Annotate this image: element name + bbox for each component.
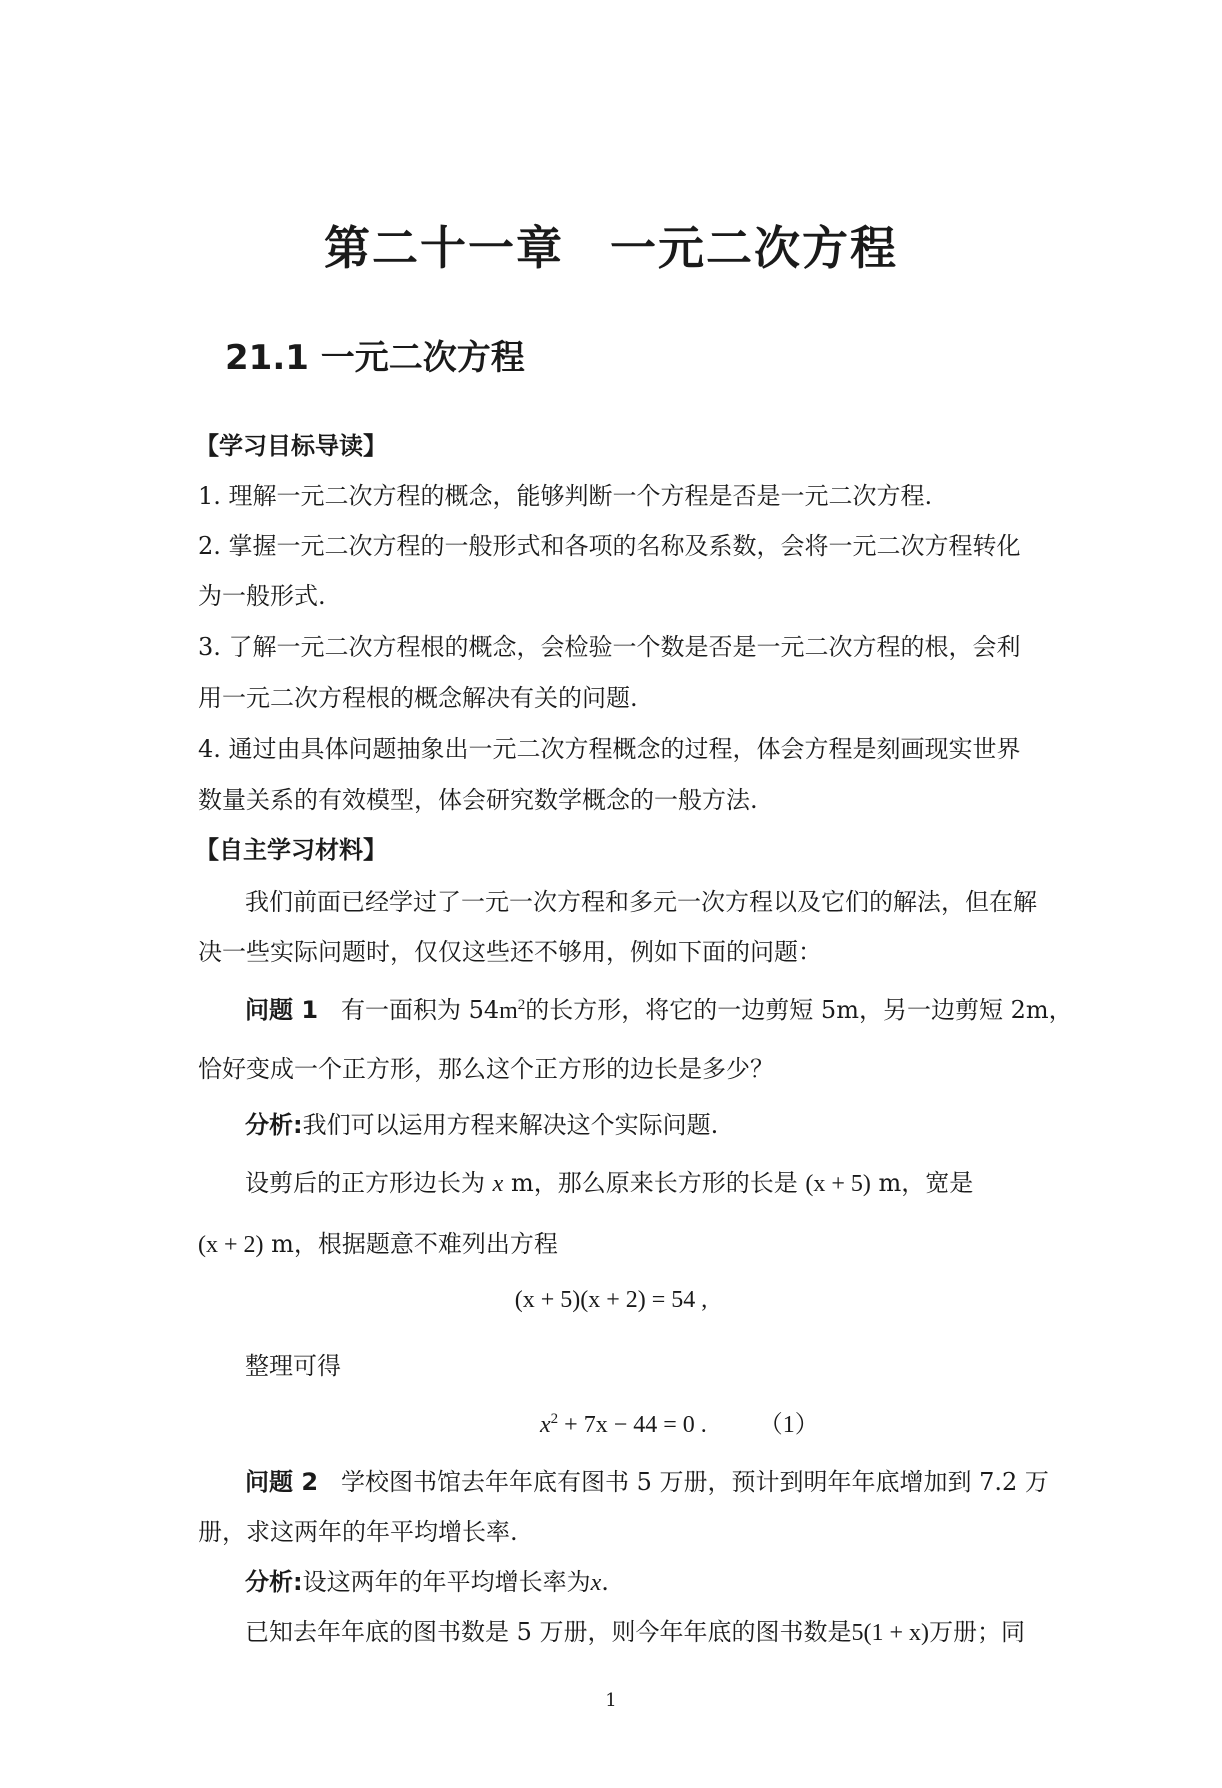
var-x: x bbox=[492, 1171, 504, 1197]
intro-line-1: 我们前面已经学过了一元一次方程和多元一次方程以及它们的解法，但在解 bbox=[245, 888, 1037, 916]
problem-1-exponent: 2 bbox=[517, 997, 526, 1013]
analysis-2-var: x bbox=[590, 1570, 602, 1596]
setup-text-c: m，宽是 bbox=[878, 1169, 974, 1197]
section-title: 21.1 一元二次方程 bbox=[225, 338, 525, 378]
setup-text-b: m，那么原来长方形的长是 bbox=[510, 1169, 798, 1197]
analysis-2 bbox=[245, 1562, 609, 1597]
goal-line-4: 4. 通过由具体问题抽象出一元二次方程概念的过程，体会方程是刻画现实世界 bbox=[198, 735, 1021, 763]
goal-line-3: 3. 了解一元二次方程根的概念，会检验一个数是否是一元二次方程的根，会利 bbox=[198, 633, 1021, 661]
last-line-text-b: 万册；同 bbox=[929, 1618, 1026, 1646]
problem-1 bbox=[245, 990, 1073, 1025]
page-number: 1 bbox=[605, 1690, 617, 1711]
eq2-exponent: 2 bbox=[550, 1411, 559, 1427]
analysis-2-text: 设这两年的年平均增长率为 bbox=[302, 1568, 591, 1596]
simplify-label: 整理可得 bbox=[245, 1352, 341, 1380]
eq2-number: （1） bbox=[758, 1412, 819, 1438]
intro-line-2: 决一些实际问题时，仅仅这些还不够用，例如下面的问题： bbox=[198, 938, 822, 966]
analysis-2-end: . bbox=[601, 1568, 609, 1596]
analysis-1-text: 我们可以运用方程来解决这个实际问题. bbox=[302, 1111, 719, 1139]
last-line bbox=[245, 1612, 1025, 1647]
goal-line-2-cont: 为一般形式. bbox=[198, 582, 326, 610]
setup-text-a: 设剪后的正方形边长为 bbox=[245, 1169, 485, 1197]
eq2-x: x bbox=[540, 1412, 551, 1438]
goals-heading: 【学习目标导读】 bbox=[195, 432, 387, 460]
setup-text-d: m，根据题意不难列出方程 bbox=[271, 1230, 558, 1258]
materials-heading: 【自主学习材料】 bbox=[195, 836, 387, 864]
expr-5-1-plus-x: 5(1 + x) bbox=[851, 1620, 930, 1646]
goal-line-2: 2. 掌握一元二次方程的一般形式和各项的名称及系数，会将一元二次方程转化 bbox=[198, 532, 1021, 560]
goal-line-4-cont: 数量关系的有效模型，体会研究数学概念的一般方法. bbox=[198, 786, 758, 814]
problem-2-text-a: 学校图书馆去年年底有图书 5 万册，预计到明年年底增加到 7.2 万 bbox=[340, 1468, 1049, 1496]
analysis-1-label: 分析: bbox=[245, 1111, 303, 1139]
problem-1-cont: 恰好变成一个正方形，那么这个正方形的边长是多少？ bbox=[198, 1055, 774, 1083]
equation-1: (x + 5)(x + 2) = 54 , bbox=[514, 1287, 708, 1313]
setup-line-2 bbox=[198, 1224, 558, 1259]
problem-1-unit: m bbox=[499, 998, 518, 1024]
expr-x-plus-2: (x + 2) bbox=[198, 1232, 264, 1258]
setup-line-1 bbox=[245, 1163, 973, 1198]
problem-2-cont: 册，求这两年的年平均增长率. bbox=[198, 1518, 518, 1546]
problem-1-text-a: 有一面积为 54 bbox=[340, 996, 500, 1024]
analysis-2-label: 分析: bbox=[245, 1568, 303, 1596]
eq2-rest: + 7x − 44 = 0 . bbox=[564, 1412, 707, 1438]
chapter-number: 第二十一章 bbox=[324, 221, 564, 275]
analysis-1 bbox=[245, 1105, 718, 1140]
problem-2-label: 问题 2 bbox=[245, 1468, 319, 1496]
chapter-title bbox=[0, 212, 1222, 278]
equation-2 bbox=[540, 1404, 819, 1439]
goal-line-1: 1. 理解一元二次方程的概念，能够判断一个方程是否是一元二次方程. bbox=[198, 482, 933, 510]
problem-2 bbox=[245, 1462, 1049, 1497]
goal-line-3-cont: 用一元二次方程根的概念解决有关的问题. bbox=[198, 684, 638, 712]
expr-x-plus-5: (x + 5) bbox=[805, 1171, 871, 1197]
problem-1-text-b: 的长方形，将它的一边剪短 5m，另一边剪短 2m， bbox=[525, 996, 1073, 1024]
chapter-name: 一元二次方程 bbox=[610, 221, 898, 275]
problem-1-label: 问题 1 bbox=[245, 996, 319, 1024]
last-line-text-a: 已知去年年底的图书数是 5 万册，则今年年底的图书数是 bbox=[245, 1618, 852, 1646]
